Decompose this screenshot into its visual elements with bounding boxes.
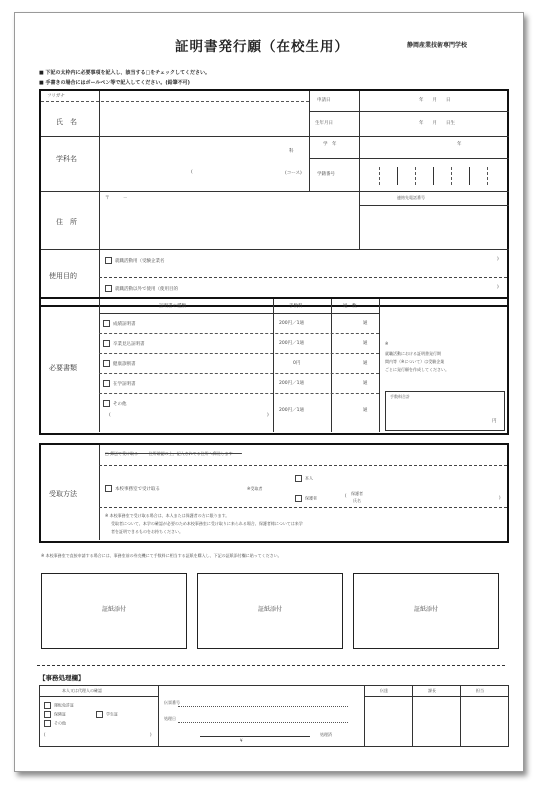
fee-total-box[interactable]: 手数料合計 円 (385, 391, 505, 431)
documents-section: 必要書類 証明書の種類 手数料 通 数 成績証明書 200円／1通 通 卒業見込証明書 200円／1通 通 健康診断書 0円 通 在学証明書 200円／1通 通 その他 ( ) 200円／1通 通 ※ 就職活動における証明書発行期 間内等（※について）は受験企業 ごとに発行願を作成してください。 手数料合計 円 (39, 297, 509, 435)
purpose-option-job[interactable]: 就職活動用（受験企業名 (105, 257, 165, 264)
mail-option-struck: □ 郵送で受け取る ―― 住所確認の上、記入されてる住所へ郵送します ―― (105, 451, 242, 456)
purpose-other-checkbox[interactable] (105, 285, 112, 292)
id-opt-other[interactable]: その他 (44, 720, 66, 727)
course-label: (コース) (285, 171, 302, 176)
stamp-slot-3[interactable]: 証紙添付 (353, 573, 499, 649)
school-name: 静岡産業技術専門学校 (407, 42, 468, 49)
doc-row-health[interactable]: 健康診断書 (103, 360, 136, 367)
stamp-slot-2[interactable]: 証紙添付 (197, 573, 343, 649)
phone-field[interactable] (361, 207, 507, 247)
office-table: 本人又は代理人の確認 運転免許証 保険証 学生証 その他 ( ) 伝票番号 処理日 ¥ 処理済 伝達 課長 担当 (39, 685, 509, 747)
col-count: 通 数 (343, 304, 357, 309)
form-sheet (14, 12, 524, 772)
student-no-label: 学籍番号 (317, 172, 335, 177)
id-check-label: 本人又は代理人の確認 (62, 688, 102, 693)
dept-field[interactable] (101, 138, 307, 188)
id-opt-license[interactable]: 運転免許証 (44, 702, 74, 709)
doc-row-other[interactable]: その他 (103, 400, 127, 407)
receiver-guardian[interactable]: 保護者 (295, 495, 317, 502)
receipt-label: 受取方法 (49, 490, 77, 498)
address-field[interactable] (101, 203, 357, 247)
id-opt-insurance[interactable]: 保険証 (44, 711, 66, 718)
birth-value[interactable]: 年 月 日生 (419, 121, 455, 126)
col-type: 証明書の種類 (159, 304, 186, 309)
receipt-section: 受取方法 □ 郵送で受け取る ―― 住所確認の上、記入されてる住所へ郵送します ―― 本校事務室で受け取る ※受取者 本人 保護者 ( 保護者 氏名 ) ※ 本校事務室で受け取る場合は、本人または保護者の方に限ります。 受取者について、本学の確認が必要のため本校事務室に受け取りに来られる場合、保護者様については来学 者を証明できるものをお持ちください。 (39, 443, 509, 543)
office-title: 【事務処理欄】 (39, 674, 85, 682)
postal-mark: 〒 － (105, 196, 128, 201)
address-label: 住 所 (56, 218, 77, 226)
course-open: ( (191, 170, 193, 175)
year-value[interactable]: 年 (457, 142, 462, 147)
name-label: 氏 名 (56, 118, 77, 126)
receipt-note-c: 者を証明できるものをお持ちください。 (111, 529, 183, 534)
cut-line (37, 665, 505, 666)
receiver-mark: ※受取者 (247, 486, 263, 491)
id-opt-student[interactable]: 学生証 (96, 711, 118, 718)
date-label: 申請日 (317, 98, 331, 103)
documents-label: 必要書類 (49, 364, 77, 372)
birth-label: 生年月日 (315, 121, 333, 126)
name-field[interactable] (101, 103, 307, 135)
instruction-line-1: ■ 下記の太枠内に必要事項を記入し、該当する□をチェックしてください。 (39, 70, 211, 76)
instruction-line-2: ■ 手書きの場合にはボールペン等で記入してください。(鉛筆不可) (39, 80, 190, 86)
student-no-boxes[interactable] (361, 161, 507, 189)
doc-row-grades[interactable]: 成績証明書 (103, 320, 136, 327)
stamp-slot-1[interactable]: 証紙添付 (41, 573, 187, 649)
receipt-note-b: 受取者について、本学の確認が必要のため本校事務室に受け取りに来られる場合、保護者様については来学 (111, 521, 303, 526)
col-manager: 課長 (428, 688, 436, 693)
applicant-section: フリガナ 氏 名 申請日 年 月 日 生年月日 年 月 日生 学科名 科 ( (コース) 学 年 年 学籍番号 住 所 〒 － 連絡先電話番号 使用目的 就職活動用（受験企業名 ) 就職活動以外で使用（使用目的 ) (39, 89, 509, 307)
col-staff: 担当 (476, 688, 484, 693)
recv-date-label: 処理日 (164, 716, 176, 721)
col-fee: 手数料 (289, 304, 303, 309)
receiver-person[interactable]: 本人 (295, 475, 313, 482)
form-title: 証明書発行願（在校生用） (175, 39, 349, 55)
doc-row-graduation[interactable]: 卒業見込証明書 (103, 340, 145, 347)
year-label: 学 年 (323, 142, 337, 147)
purpose-option-other[interactable]: 就職活動以外で使用（使用目的 (105, 285, 178, 292)
paid-label: 処理済 (320, 732, 332, 737)
dept-label: 学科名 (56, 155, 77, 163)
doc-row-enrollment[interactable]: 在学証明書 (103, 380, 136, 387)
stamp-instruction: ※ 本校事務室で直接申請する場合には、事務室前の券売機にて手数料に相当する証紙を購入し、下記の証紙添付欄に貼ってください。 (41, 553, 282, 558)
side-note: 就職活動における証明書発行期 (385, 351, 441, 356)
col-dispatch: 伝達 (380, 688, 388, 693)
yen-mark: ¥ (240, 738, 243, 743)
furigana-label: フリガナ (47, 94, 65, 99)
date-value[interactable]: 年 月 日 (419, 98, 451, 103)
dept-suffix: 科 (289, 149, 294, 154)
receipt-no-label: 伝票番号 (164, 700, 180, 705)
receive-self-option[interactable]: 本校事務室で受け取る (105, 485, 160, 492)
phone-label: 連絡先電話番号 (397, 195, 425, 200)
purpose-job-checkbox[interactable] (105, 257, 112, 264)
receipt-note-a: ※ 本校事務室で受け取る場合は、本人または保護者の方に限ります。 (105, 513, 230, 518)
purpose-label: 使用目的 (49, 272, 77, 280)
